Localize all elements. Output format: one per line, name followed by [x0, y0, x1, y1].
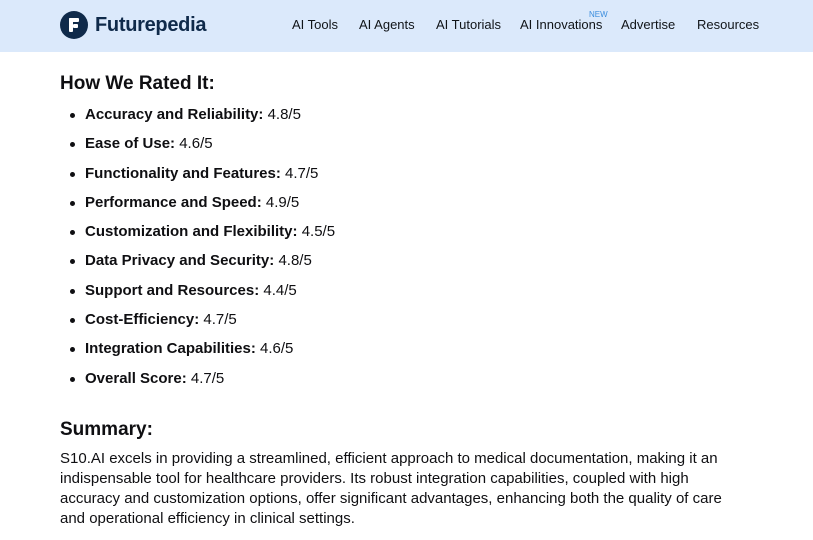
rating-item: [60, 134, 335, 163]
rating-item: [60, 310, 335, 339]
futurepedia-logo-icon: [60, 11, 88, 39]
rating-label: Cost-Efficiency:: [85, 311, 200, 329]
bullet-icon: [70, 377, 75, 382]
rating-value: 4.7/5: [203, 311, 237, 329]
rating-label: Accuracy and Reliability:: [85, 106, 264, 123]
rating-item: [60, 105, 335, 134]
rating-value: 4.9/5: [265, 193, 300, 211]
bullet-icon: [70, 230, 75, 235]
rating-item: [60, 339, 335, 368]
rating-item: [60, 222, 335, 251]
rating-item: [60, 281, 335, 310]
ratings-heading: How We Rated It:: [60, 73, 215, 94]
rating-label: Integration Capabilities:: [85, 340, 256, 358]
rating-label: Functionality and Features:: [85, 164, 281, 182]
rating-value: 4.7/5: [285, 164, 319, 182]
rating-value: 4.8/5: [278, 252, 312, 270]
rating-value: 4.6/5: [179, 135, 213, 153]
rating-item: [60, 164, 335, 193]
bullet-icon: [70, 347, 75, 352]
rating-label: Data Privacy and Security:: [85, 252, 275, 270]
rating-value: 4.6/5: [260, 340, 294, 358]
bullet-icon: [70, 259, 75, 264]
rating-item: [60, 193, 335, 222]
rating-label: Support and Resources:: [85, 281, 260, 299]
nav-resources[interactable]: Resources: [697, 17, 760, 32]
bullet-icon: [70, 318, 75, 323]
rating-item: [60, 251, 335, 280]
nav-ai-tools[interactable]: AI Tools: [292, 17, 339, 32]
summary-heading: Summary:: [60, 419, 153, 440]
rating-value: 4.5/5: [301, 223, 336, 241]
rating-item: [60, 369, 335, 398]
nav-advertise[interactable]: Advertise: [621, 17, 676, 32]
summary-paragraph: S10.AI excels in providing a streamlined, efficient approach to medical documentation, making it an indispensable tool for healthcare providers. Its robust integration capabilities, coupled with high accuracy and customization options, offer significant advantages, enhancing both the quality of care and operational efficiency in clinical settings.: [60, 450, 722, 527]
bullet-icon: [70, 201, 75, 206]
bullet-icon: [70, 142, 75, 147]
rating-value: 4.7/5: [190, 369, 225, 387]
rating-value: 4.8/5: [267, 106, 301, 123]
nav-ai-innovations[interactable]: AI Innovations: [520, 17, 603, 32]
rating-label: Customization and Flexibility:: [85, 223, 298, 241]
ratings-list: [60, 105, 335, 398]
bullet-icon: [70, 113, 75, 118]
bullet-icon: [70, 289, 75, 294]
rating-value: 4.4/5: [263, 281, 297, 299]
new-badge: NEW: [589, 10, 608, 19]
logo-text: Futurepedia: [95, 13, 207, 36]
site-header: [0, 0, 813, 52]
rating-label: Performance and Speed:: [85, 193, 262, 211]
bullet-icon: [70, 172, 75, 177]
rating-label: Ease of Use:: [85, 135, 176, 153]
logo-link[interactable]: [60, 10, 206, 40]
nav-ai-agents[interactable]: AI Agents: [359, 17, 415, 32]
rating-label: Overall Score:: [85, 369, 187, 387]
nav-ai-tutorials[interactable]: AI Tutorials: [436, 17, 502, 32]
